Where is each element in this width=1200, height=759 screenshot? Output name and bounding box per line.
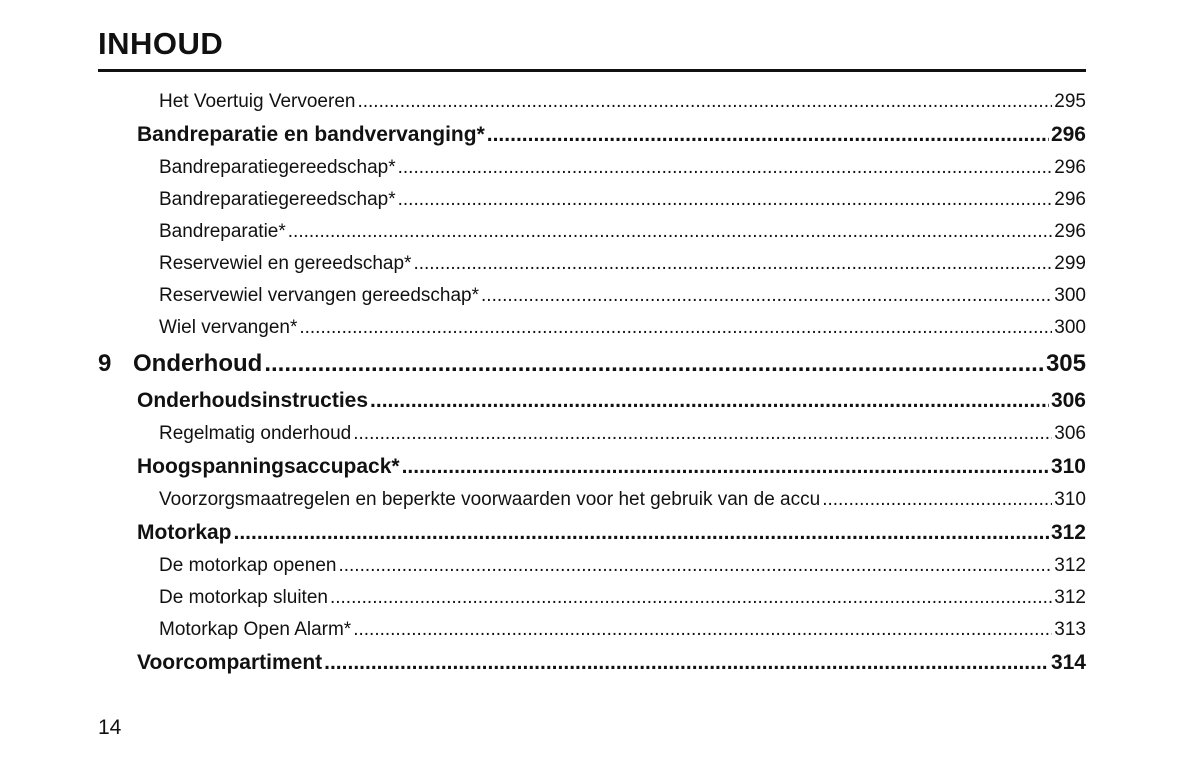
toc-entry-page: 296 — [1050, 123, 1086, 146]
toc-entry-page: 313 — [1054, 619, 1086, 640]
toc-entry[interactable] — [98, 248, 1086, 280]
toc-entry[interactable] — [98, 646, 1086, 680]
toc-entry[interactable] — [98, 582, 1086, 614]
dot-leader — [299, 312, 1052, 344]
toc-entry[interactable] — [98, 184, 1086, 216]
toc-entry-label: Reservewiel en gereedschap* — [159, 253, 412, 274]
toc-entry-label: Voorcompartiment — [137, 651, 323, 674]
toc-entry-page: 312 — [1054, 587, 1086, 608]
toc-entry-label: Wiel vervangen* — [159, 317, 298, 338]
dot-leader — [324, 646, 1049, 680]
dot-leader — [357, 86, 1052, 118]
toc-entry-page: 306 — [1050, 389, 1086, 412]
toc-entry-label: Het Voertuig Vervoeren — [159, 91, 356, 112]
toc-entry-page: 306 — [1054, 423, 1086, 444]
toc-entry-label: Bandreparatiegereedschap* — [159, 157, 396, 178]
toc-entry-label: De motorkap openen — [159, 555, 337, 576]
toc-entry[interactable] — [98, 450, 1086, 484]
toc-entry-label: Hoogspanningsaccupack* — [137, 455, 400, 478]
toc-entry[interactable] — [98, 614, 1086, 646]
dot-leader — [481, 280, 1052, 312]
toc-entry-page: 312 — [1050, 521, 1086, 544]
toc-entry[interactable] — [98, 516, 1086, 550]
toc-entry-page: 299 — [1054, 253, 1086, 274]
dot-leader — [370, 384, 1049, 418]
toc-entry-label: Onderhoudsinstructies — [137, 389, 369, 412]
toc-entry-label: De motorkap sluiten — [159, 587, 328, 608]
toc-entry-label: Motorkap Open Alarm* — [159, 619, 352, 640]
toc-entry-page: 296 — [1054, 157, 1086, 178]
dot-leader — [398, 152, 1053, 184]
toc-entry[interactable] — [98, 550, 1086, 582]
toc-entry-label: Regelmatig onderhoud — [159, 423, 352, 444]
toc-entry-label: Voorzorgsmaatregelen en beperkte voorwaarden voor het gebruik van de accu — [159, 489, 821, 510]
toc-entry[interactable] — [98, 344, 1086, 384]
toc-entry-label: Reservewiel vervangen gereedschap* — [159, 285, 480, 306]
toc-entry-page: 300 — [1054, 285, 1086, 306]
toc-entry-label: Motorkap — [137, 521, 232, 544]
toc-entry[interactable] — [98, 118, 1086, 152]
dot-leader — [822, 484, 1052, 516]
toc-entry[interactable] — [98, 152, 1086, 184]
dot-leader — [288, 216, 1053, 248]
page-title: INHOUD — [98, 26, 224, 61]
dot-leader — [398, 184, 1053, 216]
toc-entry-page: 295 — [1054, 91, 1086, 112]
toc-entry[interactable] — [98, 384, 1086, 418]
toc-entry[interactable] — [98, 280, 1086, 312]
toc-entry-label: Bandreparatie* — [159, 221, 286, 242]
toc-entry-page: 310 — [1050, 455, 1086, 478]
dot-leader — [402, 450, 1049, 484]
toc-entry[interactable] — [98, 484, 1086, 516]
toc-entry[interactable] — [98, 312, 1086, 344]
dot-leader — [330, 582, 1052, 614]
toc-entry-page: 296 — [1054, 221, 1086, 242]
toc-entry[interactable] — [98, 216, 1086, 248]
toc-entry-page: 310 — [1054, 489, 1086, 510]
toc-entry-page: 314 — [1050, 651, 1086, 674]
toc-entry-page: 312 — [1054, 555, 1086, 576]
table-of-contents — [98, 86, 1086, 680]
dot-leader — [264, 344, 1044, 384]
toc-entry-label: Bandreparatie en bandvervanging* — [137, 123, 485, 146]
toc-entry-label: Onderhoud — [133, 350, 263, 377]
dot-leader — [353, 418, 1052, 450]
title-divider — [98, 69, 1086, 72]
dot-leader — [413, 248, 1052, 280]
toc-entry-label: Bandreparatiegereedschap* — [159, 189, 396, 210]
toc-entry-page: 305 — [1045, 350, 1086, 377]
dot-leader — [353, 614, 1052, 646]
dot-leader — [234, 516, 1049, 550]
toc-entry[interactable] — [98, 86, 1086, 118]
chapter-number: 9 — [98, 350, 112, 377]
toc-entry-page: 300 — [1054, 317, 1086, 338]
toc-entry-page: 296 — [1054, 189, 1086, 210]
footer-page-number: 14 — [98, 716, 122, 739]
dot-leader — [487, 118, 1049, 152]
toc-entry[interactable] — [98, 418, 1086, 450]
dot-leader — [338, 550, 1052, 582]
